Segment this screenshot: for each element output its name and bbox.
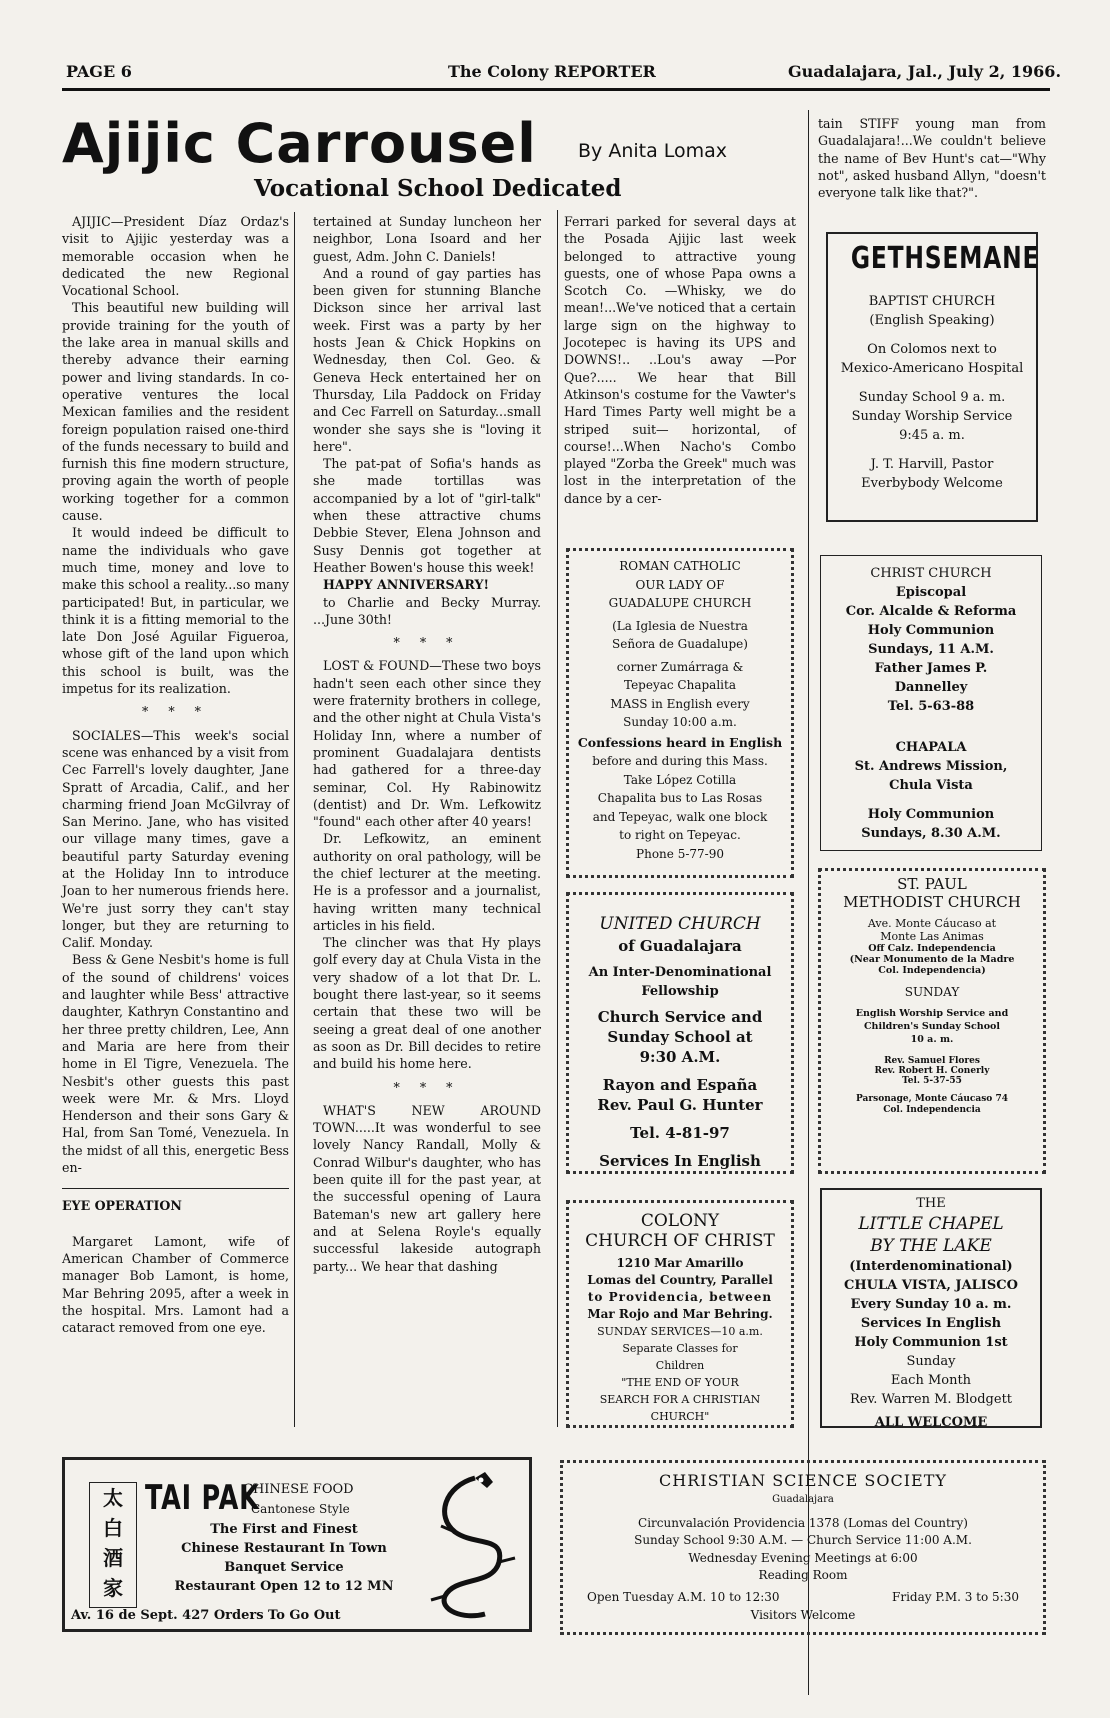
ad-line: CHURCH OF CHRIST: [585, 1231, 775, 1251]
ad-line: UNITED CHURCH: [599, 914, 761, 934]
ad-line: Señora de Guadalupe): [612, 637, 748, 651]
ad-line: CHULA VISTA, JALISCO: [844, 1278, 1018, 1293]
ad-line: Mexico-Americano Hospital: [840, 361, 1024, 376]
article-paragraph: Ferrari parked for several days at the Posada Ajijic last week belonged to attractive young guests, one of whose Papa owns a Scotch Co. —Whisky, we do mean!...We've noticed that a certain large sign on the highway to Jocotepec is having its UPS and DOWNS!.. ..Lou's away —Por Que?..... We hear that Bill Atkinson's costume for the Vawter's Hard Times Party well might be a striped suit— horizontal, of course!...When Nacho's Combo played "Zorba the Greek" much was lost in the interpretation of the dance by a cer-: [564, 214, 796, 506]
section-stars: * * *: [393, 635, 461, 651]
tai-pak-ad: [62, 1457, 532, 1632]
ad-line: Reading Room: [758, 1568, 848, 1582]
paper-name: The Colony REPORTER: [448, 62, 656, 81]
ad-line: Tel. 5-63-88: [887, 699, 975, 714]
page-number: PAGE 6: [66, 62, 132, 81]
column-rule: [808, 110, 809, 1695]
ad-line: Wednesday Evening Meetings at 6:00: [688, 1550, 918, 1565]
ad-line: Holy Communion 1st: [854, 1335, 1008, 1350]
ad-line: Sundays, 8.30 A.M.: [861, 826, 1001, 841]
headline-title: Ajijic Carrousel: [62, 112, 537, 175]
ad-line: Open Tuesday A.M. 10 to 12:30: [587, 1589, 780, 1604]
ad-line: (Near Monumento de la Madre: [849, 954, 1015, 965]
ad-line: Friday P.M. 3 to 5:30: [892, 1589, 1019, 1604]
ad-line: Confessions heard in English: [577, 734, 783, 750]
ad-line: Holy Communion: [867, 623, 995, 638]
ad-line: Fellowship: [641, 984, 719, 999]
article-paragraph: WHAT'S NEW AROUND TOWN.....It was wonderful to see lovely Nancy Randall, Molly & Conrad Wilbur's daughter, who has been quite ill for the past year, at the successful opening of Laura Bateman's new art gallery here and at Selena Royle's equally successful lakeside autograph party... We hear that dashing: [313, 1102, 541, 1274]
ad-line: CHINESE FOOD: [243, 1482, 354, 1497]
ad-line: Rev. Warren M. Blodgett: [849, 1392, 1013, 1407]
article-paragraph: SOCIALES—This week's social scene was enhanced by a visit from Cec Farrell's lovely daughter, Jane Spratt of Arcadia, Calif., and her charming friend Joan McGilvray of San Merino. Jane, who has visited our village many times, gave a beautiful party Saturday evening at the Holiday Inn to introduce Joan to her numerous friends here. We're just sorry they can't stay longer, but they are returning to Calif. Monday.: [62, 727, 289, 951]
chinese-seal: 太 白 酒 家: [89, 1482, 137, 1608]
ad-line: Services In English: [599, 1152, 761, 1170]
ad-line: Everbybody Welcome: [861, 476, 1003, 491]
ad-line: Rev. Robert H. Conerly: [874, 1066, 990, 1076]
gethsemane-ad: [826, 232, 1038, 522]
little-chapel-ad: [820, 1188, 1042, 1428]
article-paragraph: AJIJIC—President Díaz Ordaz's visit to Ajijic yesterday was a memorable occasion when he dedicated the new Regional Vocational School.: [62, 214, 289, 299]
ad-line: Sunday School 9 a. m.: [858, 390, 1006, 405]
ad-line: LITTLE CHAPEL: [858, 1214, 1004, 1234]
column-1: [62, 213, 289, 1336]
article-paragraph: And a round of gay parties has been given for stunning Blanche Dickson since her arrival last week. First was a party by her hosts Jean & Chick Hopkins on Wednesday, then Col. Geo. & Geneva Heck entertained her on Thursday, Lila Paddock on Friday and Cec Farrell on Saturday...small wonder she says she is "loving it here".: [313, 265, 541, 454]
ad-line: Parsonage, Monte Cáucaso 74: [856, 1094, 1008, 1104]
ad-line: Rayon and España: [602, 1076, 758, 1094]
ad-line: SUNDAY: [904, 985, 960, 999]
ad-line: corner Zumárraga &: [616, 659, 744, 674]
ad-line: Cantonese Style: [251, 1502, 350, 1516]
ad-line: Col. Independencia): [878, 965, 986, 976]
section-stars: * * *: [142, 704, 209, 720]
article-paragraph: to Charlie and Becky Murray. ...June 30th!: [313, 594, 541, 627]
column-2: [313, 213, 541, 1275]
ad-line: Sunday School 9:30 A.M. — Church Service 11:00 A.M.: [634, 1533, 972, 1547]
article-paragraph: The clincher was that Hy plays golf every day at Chula Vista in the very shadow of a lot that Dr. L. bought there last-year, so it seems certain that these two will be seeing a great deal of one another as soon as Dr. Bill decides to retire and build his home here.: [313, 935, 541, 1072]
ad-line: Sunday: [906, 1354, 956, 1369]
ad-line: Every Sunday 10 a. m.: [850, 1297, 1012, 1312]
ad-line: Mar Rojo and Mar Behring.: [587, 1307, 773, 1321]
ad-line: of Guadalajara: [618, 937, 742, 955]
tai-pak-name: TAI PAK: [145, 1478, 260, 1518]
ad-line: Lomas del Country, Parallel: [587, 1273, 773, 1287]
ad-line: Tel. 4-81-97: [630, 1124, 730, 1142]
ad-line: Sunday Worship Service: [851, 409, 1013, 424]
ad-line: ST. PAUL: [897, 875, 967, 893]
ad-line: Chula Vista: [889, 778, 973, 793]
subtitle: Vocational School Dedicated: [254, 175, 622, 202]
article-paragraph: Dr. Lefkowitz, an eminent authority on oral pathology, will be the chief lecturer at the meeting. He is a professor and a journalist, having written many technical articles in his field.: [313, 831, 541, 933]
gethsemane-title: GETHSEMANE: [850, 241, 1040, 276]
article-paragraph: tain STIFF young man from Guadalajara!...We couldn't believe the name of Bev Hunt's cat—"Why not", asked husband Allyn, "doesn't everyone talk like that?".: [818, 116, 1046, 201]
ad-line: CHRISTIAN SCIENCE SOCIETY: [659, 1471, 947, 1490]
ad-line: Cor. Alcalde & Reforma: [845, 604, 1017, 619]
ad-line: BY THE LAKE: [870, 1236, 992, 1256]
article-paragraph: Bess & Gene Nesbit's home is full of the sound of childrens' voices and laughter while Bess' attractive daughter, Kathryn Constantino and her three pretty children, Lee, Ann and Maria are here from their home in El Tigre, Venezuela. The Nesbit's other guests this past week were Mr. & Mrs. Lloyd Henderson and their sons Gary & Hal, from San Tomé, Venezuela. In the midst of all this, energetic Bess en-: [62, 952, 289, 1176]
ad-line: Off Calz. Independencia: [868, 943, 996, 954]
ad-line: Tel. 5-37-55: [902, 1076, 962, 1086]
ad-line: Episcopal: [895, 585, 967, 600]
article-paragraph: LOST & FOUND—These two boys hadn't seen each other since they were fraternity brothers in college, and the other night at Chula Vista's Holiday Inn, where a number of prominent Guadalajara dentists had gathered for a three-day seminar, Col. Hy Rabinowitz (dentist) and Dr. Wm. Lefkowitz "found" each other after 40 years!: [313, 658, 541, 830]
ad-line: Guadalajara: [772, 1494, 834, 1505]
ad-line: 9:30 A.M.: [639, 1048, 721, 1066]
ad-line: THE: [916, 1196, 946, 1211]
ad-line: Chapalita bus to Las Rosas: [597, 791, 763, 805]
ad-line: Take López Cotilla: [623, 772, 737, 787]
ad-line: Av. 16 de Sept. 427 Orders To Go Out: [71, 1608, 341, 1623]
ad-line: (La Iglesia de Nuestra: [612, 618, 748, 633]
ad-line: Father James P.: [874, 661, 988, 676]
ad-line: (English Speaking): [869, 313, 995, 328]
ad-line: Holy Communion: [867, 807, 995, 822]
ad-text-block: The First and Finest Chinese Restaurant In Town Banquet Service Restaurant Open 12 to 12 MN: [174, 1522, 394, 1594]
ad-line: before and during this Mass.: [592, 754, 768, 768]
dragon-illustration: [415, 1466, 527, 1626]
ad-line: An Inter-Denominational: [588, 965, 772, 980]
ad-line: Children's Sunday School: [864, 1021, 1000, 1032]
ad-line: ALL WELCOME: [874, 1415, 988, 1430]
ad-line: English Worship Service and: [855, 1008, 1009, 1019]
ad-line: SUNDAY SERVICES—10 a.m.: [597, 1325, 763, 1338]
ad-line: 1210 Mar Amarillo: [616, 1256, 744, 1270]
ad-line: METHODIST CHURCH: [843, 893, 1021, 911]
christian-science-ad: [560, 1460, 1046, 1635]
ad-line: On Colomos next to: [867, 342, 997, 357]
ad-line: Each Month: [890, 1373, 972, 1388]
ad-line: COLONY: [640, 1211, 720, 1231]
ad-line: SEARCH FOR A CHRISTIAN: [599, 1393, 761, 1406]
ad-line: 9:45 a. m.: [899, 428, 965, 443]
ad-line: Separate Classes for: [622, 1342, 738, 1355]
ad-line: Church Service and: [597, 1008, 763, 1026]
colony-church-ad: [566, 1200, 794, 1428]
ad-line: 10 a. m.: [910, 1034, 954, 1045]
eye-operation-heading: EYE OPERATION: [62, 1198, 182, 1214]
ad-line: Children: [655, 1359, 705, 1372]
ad-line: J. T. Harvill, Pastor: [870, 457, 994, 472]
article-paragraph: The pat-pat of Sofia's hands as she made tortillas was accompanied by a lot of "girl-talk" when these attractive chums Debbie Stever, Elena Johnson and Susy Dennis got together at Heather Bowen's house this week!: [313, 456, 541, 575]
ad-line: and Tepeyac, walk one block: [592, 809, 768, 824]
article-paragraph: It would indeed be difficult to name the individuals who gave much time, money and love to make this school a reality...so many participated! But, in particular, we think it is a fitting memorial to the late Don José Aguilar Figueroa, whose gift of the land upon which this school is built, was the impetus for its realization.: [62, 525, 289, 697]
ad-line: Services In English: [860, 1316, 1002, 1331]
ad-line: Tepeyac Chapalita: [624, 678, 736, 692]
christ-church-ad: [820, 555, 1042, 851]
ad-line: Visitors Welcome: [750, 1607, 856, 1622]
ad-line: Ave. Monte Cáucaso at: [867, 917, 997, 930]
ad-line: Sundays, 11 A.M.: [868, 642, 994, 657]
ad-line: to right on Tepeyac.: [619, 828, 741, 842]
anniversary-heading: HAPPY ANNIVERSARY!: [323, 577, 489, 593]
dateline: Guadalajara, Jal., July 2, 1966.: [788, 62, 1062, 81]
article-paragraph: Margaret Lamont, wife of American Chamber of Commerce manager Bob Lamont, is home, Mar Behring 2095, after a week in the hospital. Mrs. Lamont had a cataract removed from one eye.: [62, 1233, 289, 1336]
byline: By Anita Lomax: [578, 140, 728, 162]
column-3: [564, 213, 796, 507]
ad-line: "THE END OF YOUR: [621, 1376, 739, 1389]
article-paragraph: This beautiful new building will provide training for the youth of the lake area in manual skills and thereby advance their earning power and living standards. In co-operative ventures the local Mexican families and the resident foreign population raised one-third of the funds necessary to build and furnish this fine modern structure, proving again the worth of people working together for a common cause.: [62, 300, 289, 524]
article-paragraph: tertained at Sunday luncheon her neighbor, Lona Isoard and her guest, Adm. John C. Daniels!: [313, 214, 541, 264]
ad-line: Rev. Samuel Flores: [884, 1056, 980, 1066]
ad-line: OUR LADY OF: [635, 577, 725, 592]
ad-line: to Providencia, between: [587, 1290, 773, 1304]
ad-line: Sunday 10:00 a.m.: [623, 715, 737, 729]
header-rule: [62, 88, 1050, 91]
ad-line: Phone 5-77-90: [636, 846, 724, 861]
column-rule: [294, 212, 295, 1427]
section-stars: * * *: [393, 1079, 461, 1095]
ad-line: Rev. Paul G. Hunter: [597, 1096, 763, 1114]
ad-line: CHAPALA: [895, 740, 967, 755]
ad-line: Circunvalación Providencia 1378 (Lomas del Country): [638, 1515, 968, 1530]
ad-line: (Interdenominational): [849, 1259, 1013, 1274]
column-4: [818, 115, 1046, 201]
ad-line: BAPTIST CHURCH: [868, 294, 996, 309]
ad-line: St. Andrews Mission,: [854, 759, 1008, 774]
ad-line: GUADALUPE CHURCH: [608, 596, 752, 610]
ad-line: MASS in English every: [610, 696, 750, 711]
united-church-ad: [566, 892, 794, 1174]
ad-line: Monte Las Animas: [880, 930, 984, 943]
ad-line: Sunday School at: [607, 1028, 753, 1046]
ad-line: Col. Independencia: [883, 1105, 981, 1115]
ad-line: ROMAN CATHOLIC: [619, 559, 741, 573]
st-paul-ad: [818, 868, 1046, 1174]
ad-line: CHRIST CHURCH: [870, 566, 992, 581]
ad-line: CHURCH": [650, 1410, 710, 1423]
catholic-church-ad: [566, 548, 794, 878]
column-rule: [557, 210, 558, 1427]
ad-line: Dannelley: [894, 680, 968, 695]
